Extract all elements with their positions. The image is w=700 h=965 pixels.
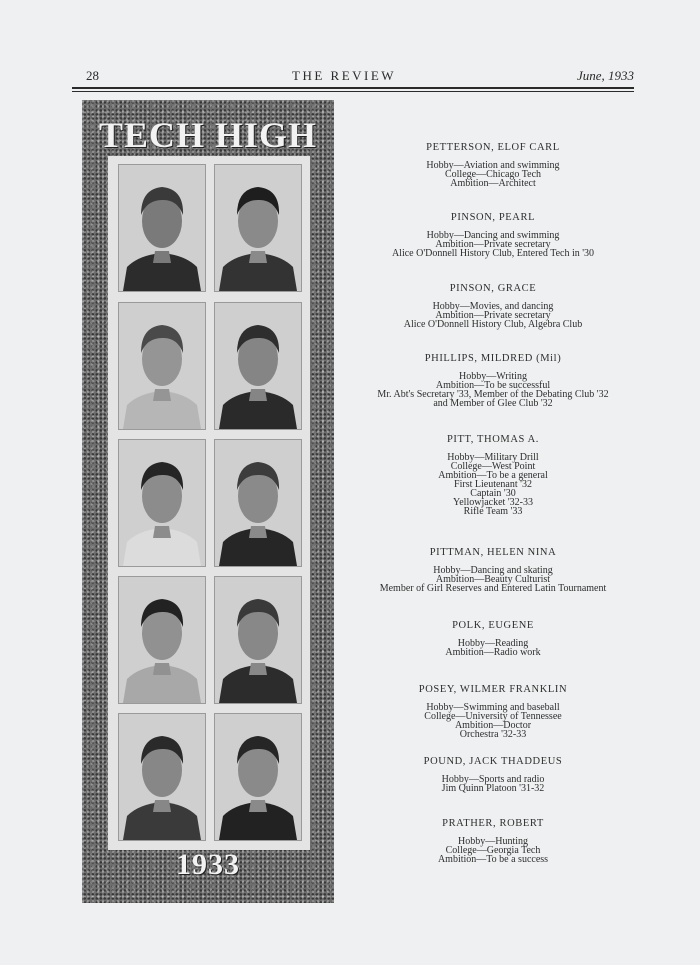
student-name: PETTERSON, ELOF CARL	[426, 142, 560, 153]
page-number: 28	[86, 68, 99, 83]
student-name: PITTMAN, HELEN NINA	[429, 547, 557, 558]
entry-detail: College—Georgia Tech	[445, 845, 541, 856]
entry-detail: Ambition—Private secretary	[435, 239, 551, 250]
publication-title: THE REVIEW	[292, 68, 397, 83]
student-entry	[340, 548, 646, 593]
entry-detail: Hobby—Writing	[459, 371, 527, 382]
entry-detail: Alice O'Donnell History Club, Entered Tech in '30	[391, 248, 595, 259]
student-portrait	[214, 302, 302, 430]
student-name: PHILLIPS, MILDRED (Mil)	[424, 353, 562, 364]
student-name: POSEY, WILMER FRANKLIN	[418, 684, 568, 695]
entry-detail: Ambition—Architect	[450, 178, 536, 189]
photo-strip	[108, 156, 310, 850]
header-rule	[72, 87, 634, 89]
student-portrait	[214, 439, 302, 567]
panel-year: 1933	[176, 848, 240, 881]
entry-detail: Hobby—Reading	[457, 638, 529, 649]
student-entry	[340, 143, 646, 188]
student-entry	[340, 819, 646, 864]
entry-detail: Hobby—Military Drill	[447, 452, 539, 463]
student-entry	[340, 284, 646, 329]
student-entry	[340, 685, 646, 739]
student-portrait	[214, 164, 302, 292]
entry-detail: Captain '30	[470, 488, 516, 499]
entry-detail: Mr. Abt's Secretary '33, Member of the Debating Club '32	[377, 389, 609, 400]
entry-detail: Member of Girl Reserves and Entered Latin Tournament	[379, 583, 607, 594]
entry-detail: Hobby—Aviation and swimming	[426, 160, 560, 171]
entry-detail: Hobby—Hunting	[458, 836, 528, 847]
student-portrait	[118, 576, 206, 704]
student-entry	[340, 435, 646, 516]
student-name: PITT, THOMAS A.	[446, 434, 540, 445]
student-name: POUND, JACK THADDEUS	[423, 756, 563, 767]
student-entry	[340, 621, 646, 657]
student-portrait	[118, 439, 206, 567]
student-portrait	[118, 164, 206, 292]
entry-detail: College—West Point	[450, 461, 536, 472]
entry-detail: Hobby—Dancing and swimming	[426, 230, 560, 241]
entry-detail: Alice O'Donnell History Club, Algebra Club	[403, 319, 583, 330]
student-entry	[340, 757, 646, 793]
student-portrait	[118, 302, 206, 430]
entry-detail: Ambition—Private secretary	[435, 310, 551, 321]
student-name: PINSON, PEARL	[450, 212, 536, 223]
entry-detail: Ambition—Beauty Culturist	[435, 574, 551, 585]
student-name: PINSON, GRACE	[449, 283, 537, 294]
entry-detail: Orchestra '32-33	[459, 729, 527, 740]
entry-detail: Jim Quinn Platoon '31-32	[441, 783, 545, 794]
entry-detail: Hobby—Movies, and dancing	[432, 301, 554, 312]
student-name: PRATHER, ROBERT	[442, 818, 544, 829]
entry-detail: Yellowjacket '32-33	[453, 497, 533, 508]
entry-detail: Hobby—Dancing and skating	[433, 565, 553, 576]
panel-title: TECH HIGH	[98, 115, 318, 155]
header-rule-thin	[72, 91, 634, 92]
entry-detail: College—University of Tennessee	[424, 711, 562, 722]
student-portrait	[118, 713, 206, 841]
entry-detail: Ambition—Doctor	[454, 720, 532, 731]
entry-detail: Ambition—To be successful	[435, 380, 551, 391]
entry-detail: Ambition—To be a general	[438, 470, 548, 481]
portrait-panel	[82, 100, 334, 903]
entry-detail: Ambition—To be a success	[437, 854, 549, 865]
entry-detail: Rifle Team '33	[463, 506, 523, 517]
entry-detail: Hobby—Sports and radio	[441, 774, 545, 785]
entry-detail: and Member of Glee Club '32	[433, 398, 553, 409]
student-entry	[340, 213, 646, 258]
entry-detail: First Lieutenant '32	[454, 479, 532, 490]
student-name: POLK, EUGENE	[452, 620, 534, 631]
student-portrait	[214, 576, 302, 704]
entry-detail: Ambition—Radio work	[445, 647, 541, 658]
entry-detail: College—Chicago Tech	[444, 169, 542, 180]
student-entry	[340, 354, 646, 408]
student-portrait	[214, 713, 302, 841]
issue-date: June, 1933	[576, 68, 634, 83]
entry-detail: Hobby—Swimming and baseball	[426, 702, 560, 713]
